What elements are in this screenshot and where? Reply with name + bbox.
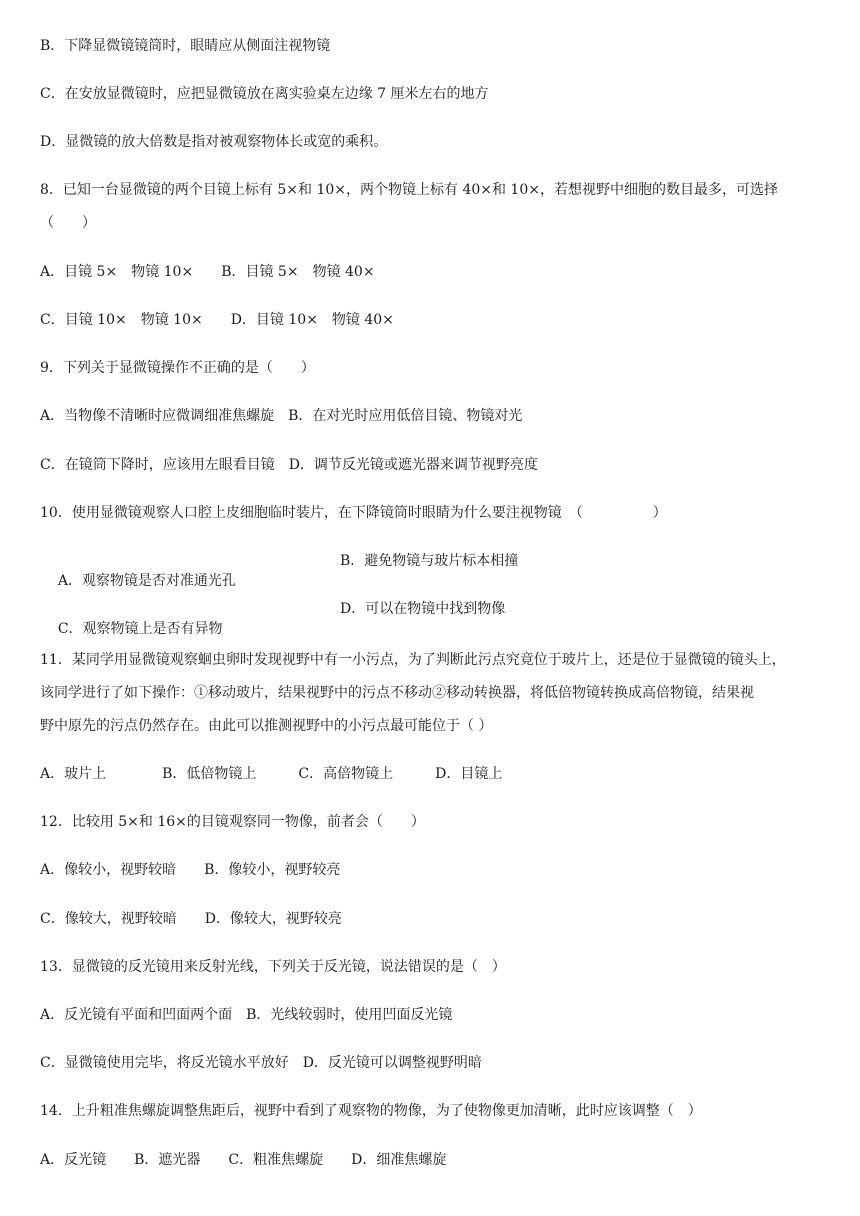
q11-stem-line1: 11．某同学用显微镜观察蛔虫卵时发现视野中有一小污点，为了判断此污点究竟位于玻片上，还是位于显微镜的镜头上， [40,652,786,668]
q8-stem: 8．已知一台显微镜的两个目镜上标有 5×和 10×，两个物镜上标有 40×和 10×，若想视野中细胞的数目最多，可选择 [40,182,778,198]
q7-option-b: B．下降显微镜镜筒时，眼睛应从侧面注视物镜 [40,38,331,54]
q10-option-b: B．避免物镜与玻片标本相撞 [340,553,519,569]
q13-stem: 13．显微镜的反光镜用来反射光线，下列关于反光镜，说法错误的是（ ） [40,959,506,975]
q9-options-ab: A．当物像不清晰时应微调细准焦螺旋 B．在对光时应用低倍目镜、物镜对光 [40,408,523,424]
q13-options-ab: A．反光镜有平面和凹面两个面 B．光线较弱时，使用凹面反光镜 [40,1007,453,1023]
q11-options: A．玻片上 B．低倍物镜上 C．高倍物镜上 D．目镜上 [40,766,503,782]
q10-option-c: C．观察物镜上是否有异物 [57,621,223,637]
q8-options-cd: C．目镜 10× 物镜 10× D．目镜 10× 物镜 40× [40,312,394,328]
q10-stem: 10．使用显微镜观察人口腔上皮细胞临时装片，在下降镜筒时眼睛为什么要注视物镜 （ ） [40,505,667,521]
q8-options-ab: A．目镜 5× 物镜 10× B．目镜 5× 物镜 40× [40,264,375,280]
q13-options-cd: C．显微镜使用完毕，将反光镜水平放好 D．反光镜可以调整视野明暗 [40,1055,482,1071]
q9-stem: 9．下列关于显微镜操作不正确的是（ ） [40,360,315,376]
q10-option-d: D．可以在物镜中找到物像 [340,601,506,617]
q7-option-c: C．在安放显微镜时，应把显微镜放在离实验桌左边缘 7 厘米左右的地方 [40,86,489,102]
q14-options: A．反光镜 B．遮光器 C．粗准焦螺旋 D．细准焦螺旋 [40,1152,447,1168]
q12-options-ab: A．像较小，视野较暗 B．像较小，视野较亮 [40,862,341,878]
q9-options-cd: C．在镜筒下降时，应该用左眼看目镜 D．调节反光镜或遮光器来调节视野亮度 [40,457,538,473]
q12-options-cd: C．像较大，视野较暗 D．像较大，视野较亮 [40,911,342,927]
q7-option-d: D．显微镜的放大倍数是指对被观察物体长或宽的乘积。 [40,134,388,150]
q8-answer-blank: （ ） [40,215,96,231]
q14-stem: 14．上升粗准焦螺旋调整焦距后，视野中看到了观察物的物像，为了使物像更加清晰，此时应该调整（ ） [40,1103,702,1119]
q11-stem-line3: 野中原先的污点仍然存在。由此可以推测视野中的小污点最可能位于（ ） [40,718,493,734]
q12-stem: 12．比较用 5×和 16×的目镜观察同一物像，前者会（ ） [40,814,425,830]
q10-option-a: A．观察物镜是否对准通光孔 [57,573,236,589]
q11-stem-line2: 该同学进行了如下操作：①移动玻片，结果视野中的污点不移动②移动转换器，将低倍物镜转换成高倍物镜，结果视 [40,685,754,701]
